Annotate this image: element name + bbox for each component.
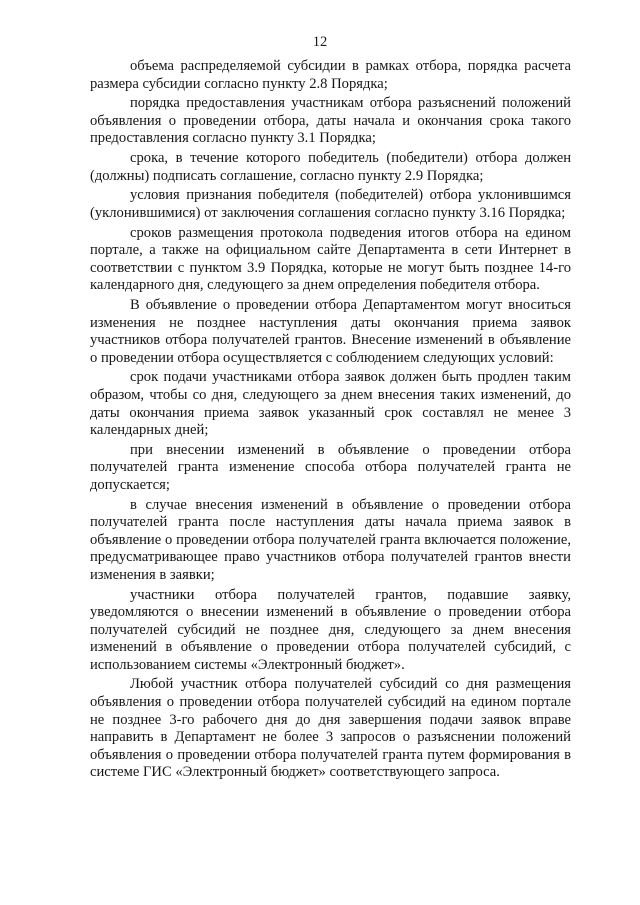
paragraph-clarifications-order: порядка предоставления участникам отбора разъяснений положений объявления о проведении отбора, даты начала и окончания срока такого предоставления согласно пункту 3.1 Порядка;: [90, 95, 571, 147]
page-number: 12: [312, 34, 328, 50]
paragraph-application-changes: в случае внесения изменений в объявление о проведении отбора получателей гранта после наступления даты начала приема заявок в объявление о проведении отбора получателей гранта включается положение, предусматривающее право участников отбора получателей грантов внести изменения в заявки;: [90, 496, 571, 583]
paragraph-protocol-publication: сроков размещения протокола подведения итогов отбора на едином портале, а также на официальном сайте Департамента в сети Интернет в соответствии с пунктом 3.9 Порядка, которые не могут быть позднее 14-го календарного дня, следующего за днем определения победителя отбора.: [90, 224, 571, 294]
paragraph-evasion-conditions: условия признания победителя (победителей) отбора уклонившимся (уклонившимися) от заключения соглашения согласно пункту 3.16 Порядка;: [90, 187, 571, 221]
paragraph-participant-notification: участники отбора получателей грантов, подавшие заявку, уведомляются о внесении изменений в объявление о проведении отбора получателей субсидий не позднее дня, следующего за днем внесения изменений в объявление о проведении отбора получателей субсидий, с использованием системы «Электронный бюджет».: [90, 586, 571, 673]
paragraph-clarification-requests: Любой участник отбора получателей субсидий со дня размещения объявления о проведении отбора получателей субсидий на едином портале не позднее 3-го рабочего дня до дня завершения подачи заявок вправе направить в Департамент не более 3 запросов о разъяснении положений объявления о проведении отбора получателей гранта путем формирования в системе ГИС «Электронный бюджет» соответствующего запроса.: [90, 676, 571, 781]
paragraph-subsidy-volume: объема распределяемой субсидии в рамках отбора, порядка расчета размера субсидии согласно пункту 2.8 Порядка;: [90, 58, 571, 92]
paragraph-agreement-deadline: срока, в течение которого победитель (победители) отбора должен (должны) подписать соглашение, согласно пункту 2.9 Порядка;: [90, 150, 571, 184]
paragraph-announcement-changes: В объявление о проведении отбора Департаментом могут вноситься изменения не позднее наступления даты окончания приема заявок участников отбора получателей грантов. Внесение изменений в объявление о проведении отбора осуществляется с соблюдением следующих условий:: [90, 297, 571, 366]
document-body: [90, 58, 571, 784]
paragraph-deadline-extension: срок подачи участниками отбора заявок должен быть продлен таким образом, чтобы со дня, следующего за днем внесения таких изменений, до даты окончания приема заявок указанный срок составлял не менее 3 календарных дней;: [90, 369, 571, 439]
paragraph-selection-method: при внесении изменений в объявление о проведении отбора получателей гранта изменение способа отбора получателей гранта не допускается;: [90, 441, 571, 493]
